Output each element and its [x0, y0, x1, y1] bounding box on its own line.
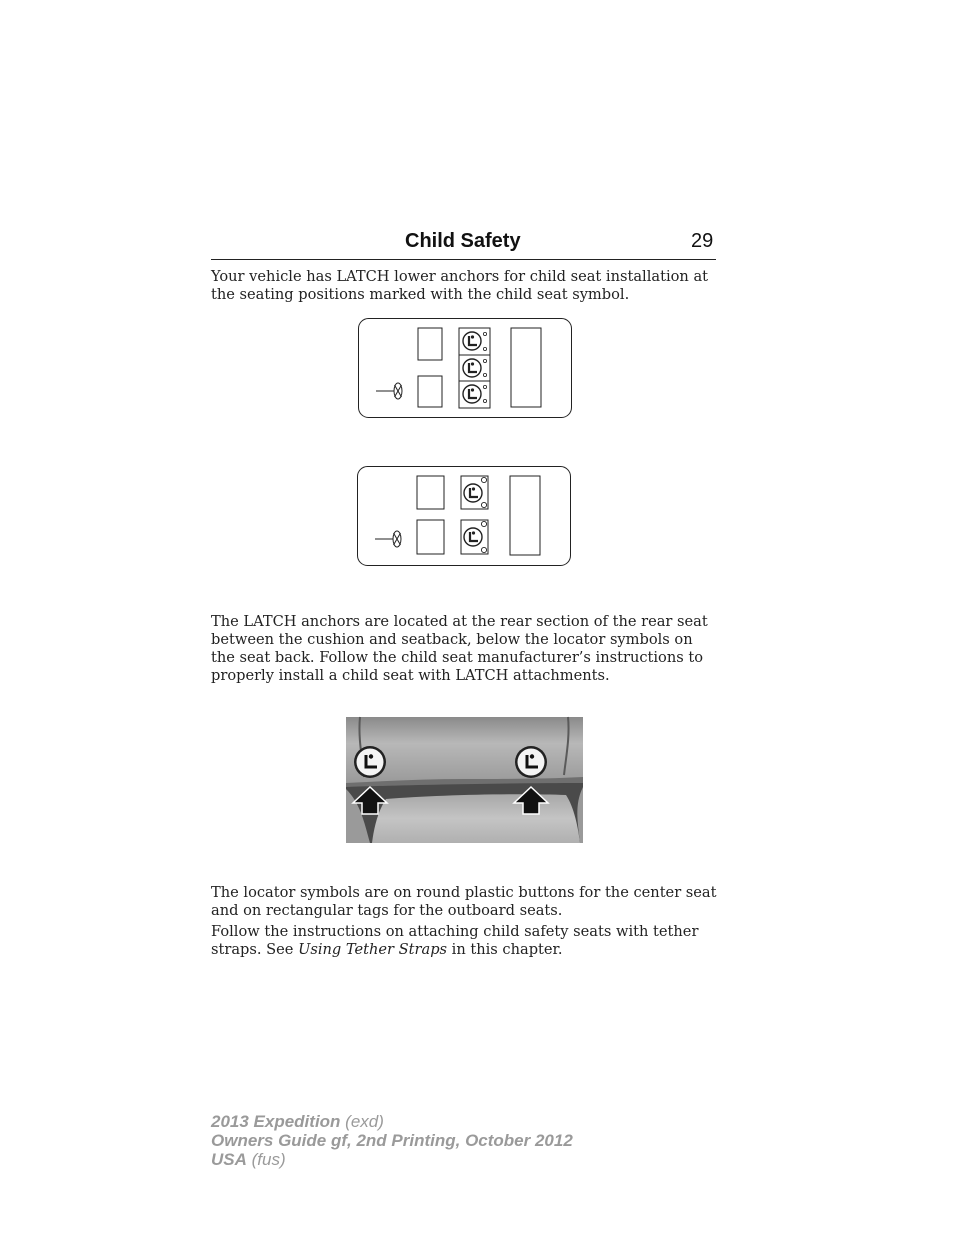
child-seat-icon [463, 332, 481, 350]
seat-locator-photo [346, 717, 583, 843]
footer-line-3 [211, 1150, 573, 1169]
seating-diagram-two-latch [357, 466, 572, 567]
footer-line-2 [211, 1131, 573, 1150]
locator-symbols-paragraph: The locator symbols are on round plastic buttons for the center seat and on rectangular tags for the outboard seats. [211, 884, 717, 919]
footer-model-code: (exd) [340, 1112, 384, 1131]
intro-paragraph: Your vehicle has LATCH lower anchors for child seat installation at the seating positions marked with the child seat symbol. [211, 268, 709, 303]
footer-line-1 [211, 1112, 573, 1131]
child-seat-icon [515, 746, 547, 778]
tether-straps-link[interactable]: Using Tether Straps [298, 941, 448, 958]
footer-market-code: (fus) [246, 1150, 286, 1169]
page-number: 29 [691, 230, 714, 252]
footer-market: USA [211, 1150, 247, 1169]
section-title: Child Safety [405, 230, 521, 252]
seating-diagram-three-latch [358, 318, 573, 419]
child-seat-icon [354, 746, 386, 778]
child-seat-icon [463, 359, 481, 377]
footer-model: 2013 Expedition [211, 1112, 341, 1131]
child-seat-icon [464, 484, 482, 502]
header-divider [211, 259, 716, 260]
tether-text-end: in this chapter. [447, 941, 563, 958]
child-seat-icon [464, 528, 482, 546]
tether-text-start: Follow the instructions on attaching child safety seats with tether straps. See [211, 923, 699, 958]
child-seat-icon [463, 385, 481, 403]
document-footer [211, 1112, 573, 1169]
footer-guide: Owners Guide gf, 2nd Printing, October 2012 [211, 1131, 573, 1150]
latch-location-paragraph: The LATCH anchors are located at the rear section of the rear seat between the cushion and seatback, below the locator symbols on the seat back. Follow the child seat manufacturer’s instructions to properly install a child seat with LATCH attachments. [211, 613, 708, 684]
tether-straps-paragraph [211, 923, 717, 959]
